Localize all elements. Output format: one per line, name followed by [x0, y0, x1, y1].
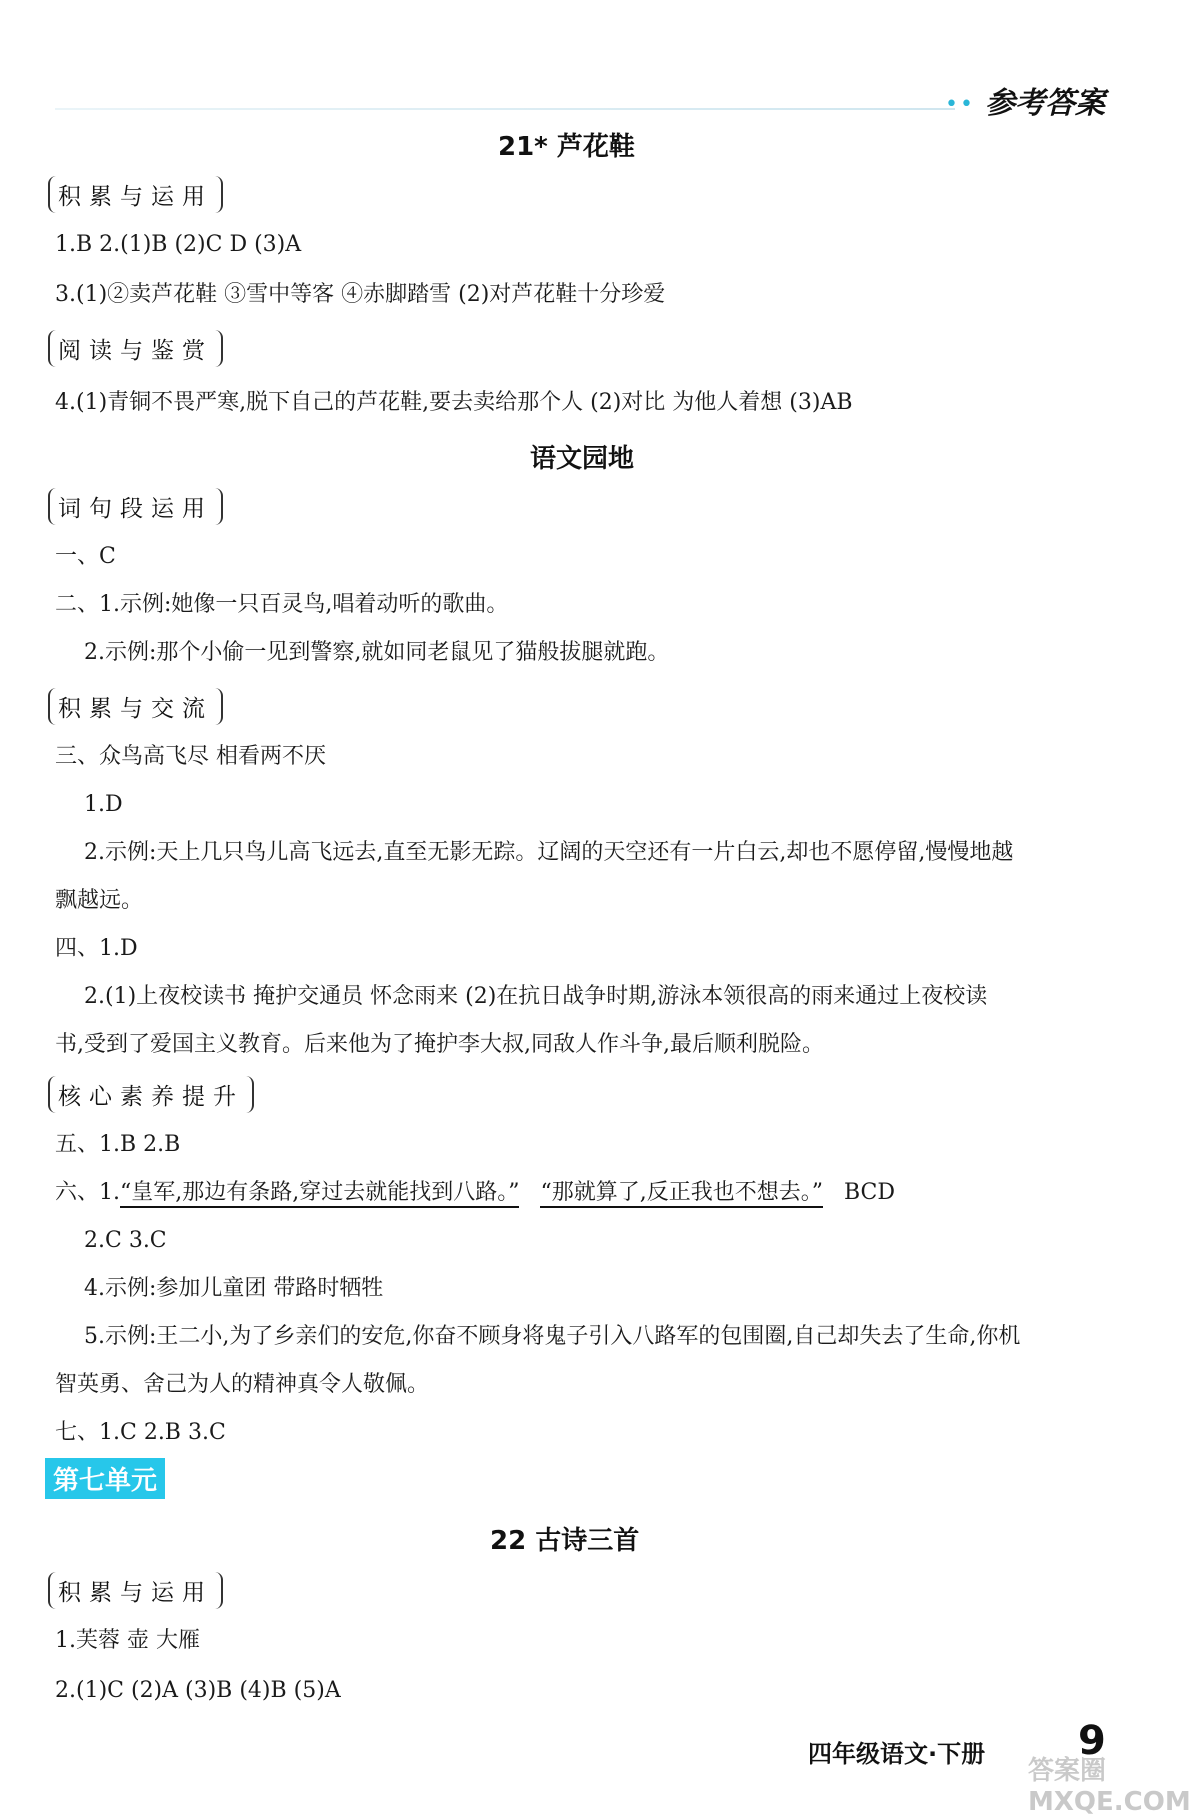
watermark: 答案圈 MXQE.COM [1028, 1756, 1191, 1817]
answer-line: 2.示例:那个小偷一见到警察,就如同老鼠见了猫般拔腿就跑。 [84, 640, 670, 665]
answer-line: 1.B 2.(1)B (2)C D (3)A [55, 232, 302, 257]
section-heading: 词句段运用 [48, 488, 223, 525]
answer-line: 七、1.C 2.B 3.C [55, 1420, 226, 1445]
answer-line: 2.(1)C (2)A (3)B (4)B (5)A [55, 1678, 341, 1703]
section-heading: 积累与交流 [48, 688, 223, 725]
answer-line: 2.示例:天上几只鸟儿高飞远去,直至无影无踪。辽阔的天空还有一片白云,却也不愿停留,慢慢地越 [84, 840, 1014, 865]
answer-line: 二、1.示例:她像一只百灵鸟,唱着动听的歌曲。 [55, 592, 509, 617]
answer-line: 书,受到了爱国主义教育。后来他为了掩护李大叔,同敌人作斗争,最后顺利脱险。 [55, 1032, 824, 1057]
lesson-21-title: 21* 芦花鞋 [498, 132, 635, 162]
answer-line: 1.D [84, 792, 123, 817]
answer-line: 三、众鸟高飞尽 相看两不厌 [55, 744, 326, 769]
answer-line: 1.芙蓉 壶 大雁 [55, 1628, 200, 1653]
garden-title: 语文园地 [530, 444, 635, 474]
unit-badge: 第七单元 [45, 1458, 165, 1499]
answer-line: 飘越远。 [55, 888, 144, 913]
header-dots-icon: •• [945, 92, 975, 117]
answer-line: 4.示例:参加儿童团 带路时牺牲 [84, 1276, 384, 1301]
header-rule [55, 108, 955, 110]
section-heading: 阅读与鉴赏 [48, 330, 223, 367]
section-heading: 核心素养提升 [48, 1076, 254, 1113]
section-heading: 积累与运用 [48, 1572, 223, 1609]
answer-line: 4.(1)青铜不畏严寒,脱下自己的芦花鞋,要去卖给那个人 (2)对比 为他人着想 (3)AB [55, 390, 853, 415]
answer-line-underlined [55, 1180, 895, 1206]
answer-prefix: 六、1. [55, 1180, 120, 1205]
underlined-quote-2: “那就算了,反正我也不想去。” [540, 1180, 823, 1208]
footer-grade: 四年级语文·下册 [808, 1740, 986, 1768]
answer-line: 3.(1)②卖芦花鞋 ③雪中等客 ④赤脚踏雪 (2)对芦花鞋十分珍爱 [55, 282, 666, 307]
page-number: 9 [1078, 1718, 1106, 1764]
answer-line: 5.示例:王二小,为了乡亲们的安危,你奋不顾身将鬼子引入八路军的包围圈,自己却失去了生命,你机 [84, 1324, 1021, 1349]
answer-line: 四、1.D [55, 936, 138, 961]
answer-line: 智英勇、舍己为人的精神真令人敬佩。 [55, 1372, 430, 1397]
underlined-quote-1: “皇军,那边有条路,穿过去就能找到八路。” [120, 1180, 519, 1208]
answer-line: 2.C 3.C [84, 1228, 167, 1253]
answer-suffix: BCD [843, 1180, 895, 1205]
answer-line: 2.(1)上夜校读书 掩护交通员 怀念雨来 (2)在抗日战争时期,游泳本领很高的雨来通过上夜校读 [84, 984, 988, 1009]
answer-line: 一、C [55, 544, 116, 569]
lesson-22-title: 22 古诗三首 [490, 1526, 640, 1556]
section-heading: 积累与运用 [48, 176, 223, 213]
answer-line: 五、1.B 2.B [55, 1132, 181, 1157]
header-title: 参考答案 [985, 86, 1105, 121]
